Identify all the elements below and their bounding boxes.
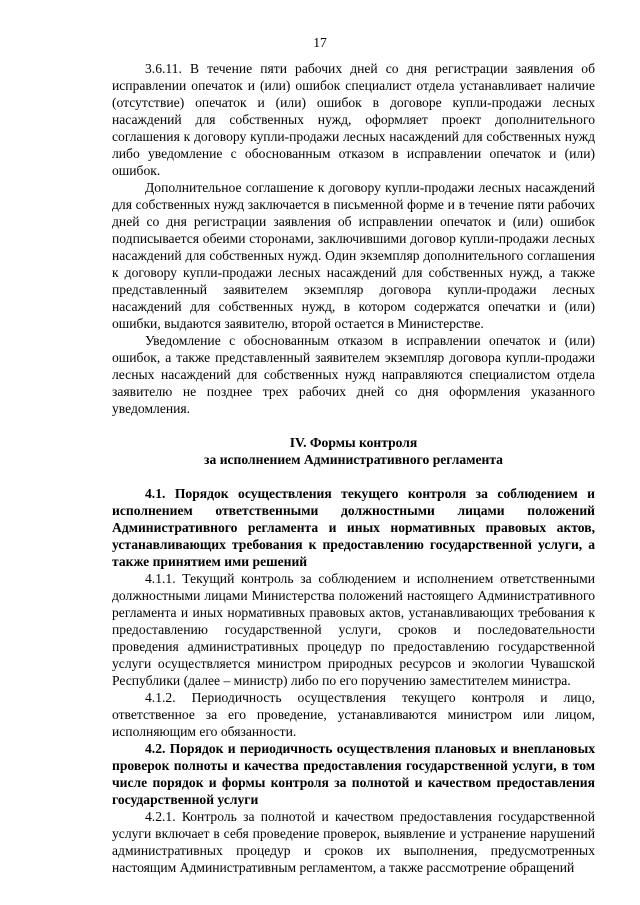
paragraph-refusal-notice: Уведомление с обоснованным отказом в исправлении опечаток и (или) ошибок, а также представленный заявителем экземпляр договора купли-продажи лесных насаждений для собственных нужд направляются специалистом отдела заявителю не позднее трех рабочих дней со дня оформления указанного уведомления. (112, 333, 595, 416)
subsection-heading-4-2: 4.2. Порядок и периодичность осуществления плановых и внеплановых проверок полноты и качества предоставления государственной услуги, в том числе порядок и формы контроля за полнотой и качеством предоставления государственной услуги (112, 741, 595, 807)
subsection-heading-4-1: 4.1. Порядок осуществления текущего контроля за соблюдением и исполнением ответственными должностными лицами положений Административного регламента и иных нормативных правовых актов, устанавливающих требования к предоставлению государственной услуги, а также принятием ими решений (112, 486, 595, 569)
paragraph-4-1-2: 4.1.2. Периодичность осуществления текущего контроля и лицо, ответственное за его проведение, устанавливаются министром или лицом, исполняющим его обязанности. (112, 690, 595, 739)
paragraph-4-2-1: 4.2.1. Контроль за полнотой и качеством предоставления государственной услуги включает в себя проведение проверок, выявление и устранение нарушений административных процедур и сроков их выполнения, предусмотренных настоящим Административным регламентом, а также рассмотрение обращений (112, 809, 595, 875)
paragraph-4-1-1: 4.1.1. Текущий контроль за соблюдением и исполнением ответственными должностными лицами Министерства положений настоящего Административного регламента и иных нормативных правовых актов, устанавливающих требования к предоставлению государственной услуги, сроков и последовательности проведения административных процедур по предоставлению государственной услуги осуществляется министром природных ресурсов и экологии Чувашской Республики (далее – министр) либо по его поручению заместителем министра. (112, 571, 595, 688)
page-number: 17 (313, 35, 327, 50)
section-subtitle: за исполнением Административного регламента (204, 452, 503, 467)
paragraph-3-6-11: 3.6.11. В течение пяти рабочих дней со дня регистрации заявления об исправлении опечаток и (или) ошибок специалист отдела устанавливает наличие (отсутствие) опечаток и (или) ошибок в договоре купли-продажи лесных насаждений для собственных нужд, оформляет проект дополнительного соглашения к договору купли-продажи лесных насаждений для собственных нужд либо уведомление с обоснованным отказом в исправлении опечаток и (или) ошибок. (112, 61, 595, 178)
section-title: IV. Формы контроля (289, 435, 418, 450)
page-content (112, 60, 595, 876)
paragraph-additional-agreement: Дополнительное соглашение к договору купли-продажи лесных насаждений для собственных нужд заключается в письменной форме и в течение пяти рабочих дней со дня регистрации заявления об исправлении опечаток и (или) ошибок подписывается обеими сторонами, заключившими договор купли-продажи лесных насаждений для собственных нужд. Один экземпляр дополнительного соглашения к договору купли-продажи лесных насаждений для собственных нужд, а также представленный заявителем экземпляр договора купли-продажи лесных насаждений для собственных нужд, в котором содержатся опечатки и (или) ошибки, выдаются заявителю, второй остается в Министерстве. (112, 180, 595, 331)
